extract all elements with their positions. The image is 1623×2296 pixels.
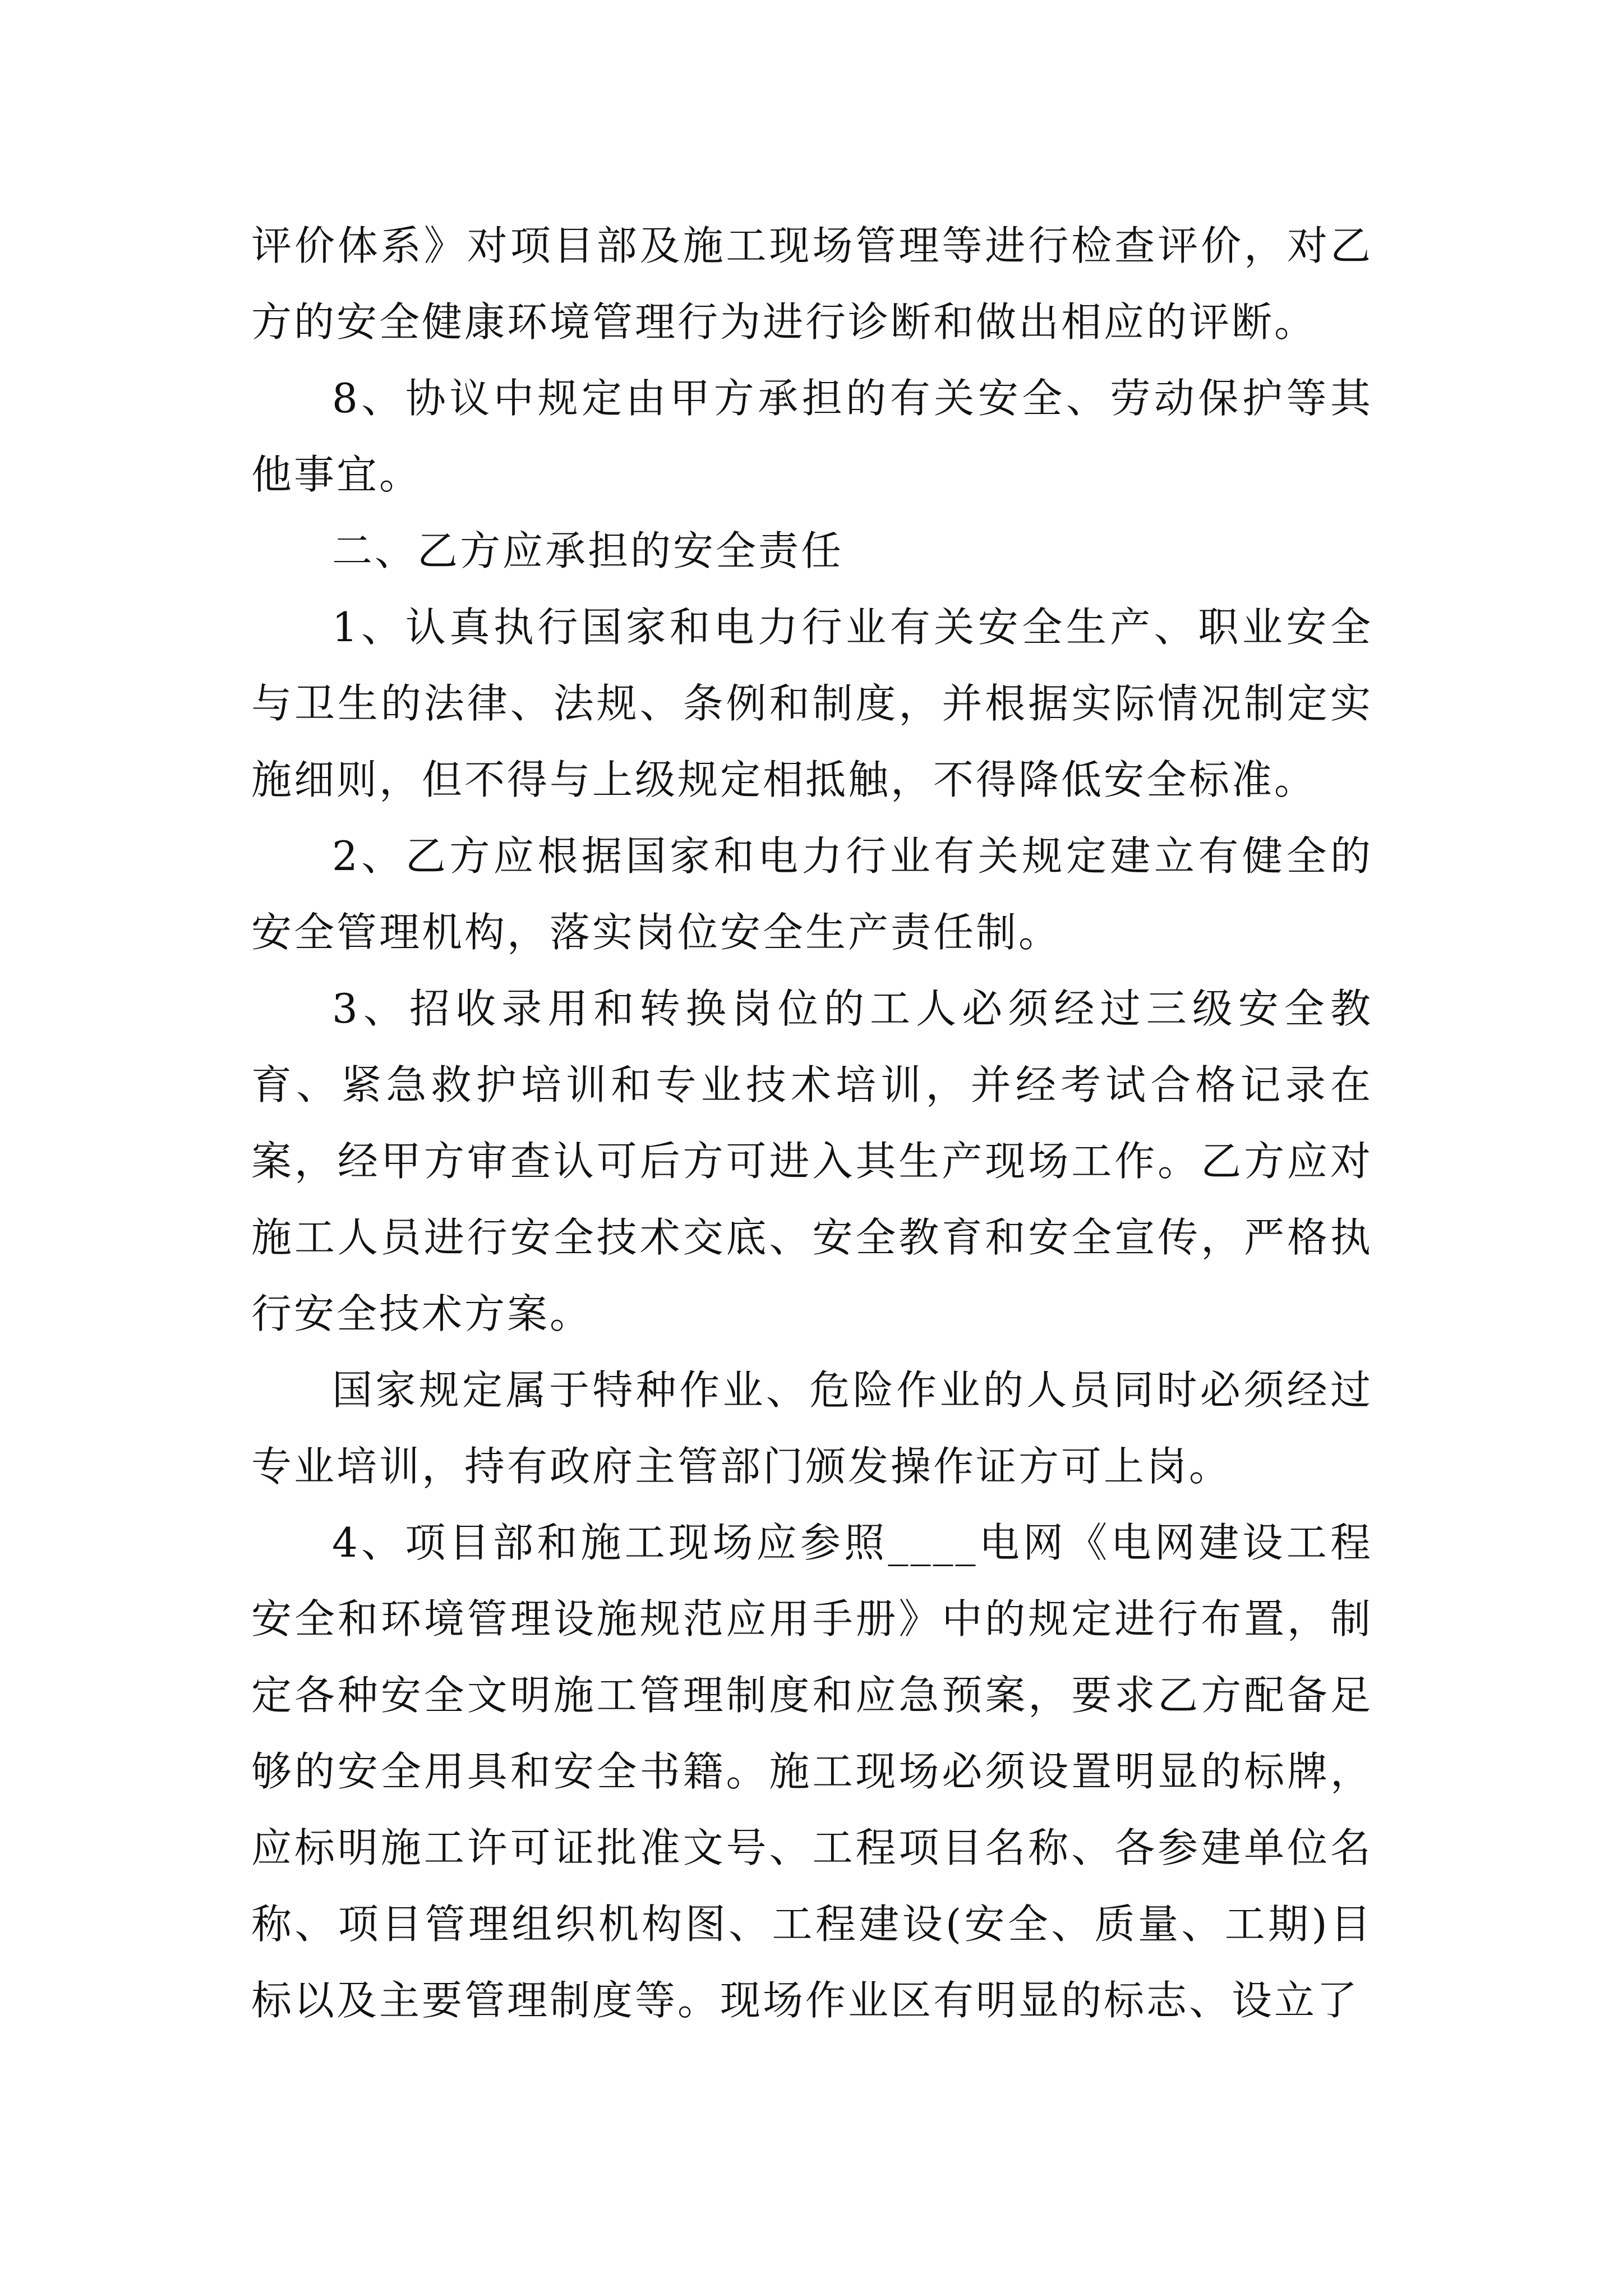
paragraph-evaluation-system: 评价体系》对项目部及施工现场管理等进行检查评价，对乙方的安全健康环境管理行为进行诊断和做出相应的评断。 <box>251 222 1373 346</box>
paragraph-item-4: 4、项目部和施工现场应参照____电网《电网建设工程安全和环境管理设施规范应用手册》中的规定进行布置，制定各种安全文明施工管理制度和应急预案，要求乙方配备足够的安全用具和安全书籍。施工现场必须设置明显的标牌，应标明施工许可证批准文号、工程项目名称、各参建单位名称、项目管理组织机构图、工程建设(安全、质量、工期)目标以及主要管理制度等。现场作业区有明显的标志、设立了 <box>251 1519 1373 2024</box>
paragraph-special-operations: 国家规定属于特种作业、危险作业的人员同时必须经过专业培训，持有政府主管部门颁发操作证方可上岗。 <box>251 1366 1373 1490</box>
paragraph-item-3: 3、招收录用和转换岗位的工人必须经过三级安全教育、紧急救护培训和专业技术培训，并经考试合格记录在案，经甲方审查认可后方可进入其生产现场工作。乙方应对施工人员进行安全技术交底、安全教育和安全宣传，严格执行安全技术方案。 <box>251 985 1373 1337</box>
section-heading-party-b-responsibilities: 二、乙方应承担的安全责任 <box>332 527 844 574</box>
paragraph-item-2: 2、乙方应根据国家和电力行业有关规定建立有健全的安全管理机构，落实岗位安全生产责任制。 <box>251 832 1373 956</box>
paragraph-item-8: 8、协议中规定由甲方承担的有关安全、劳动保护等其他事宜。 <box>251 375 1373 498</box>
paragraph-item-1: 1、认真执行国家和电力行业有关安全生产、职业安全与卫生的法律、法规、条例和制度，并根据实际情况制定实施细则，但不得与上级规定相抵触，不得降低安全标准。 <box>251 604 1373 803</box>
document-body <box>251 208 1373 2039</box>
